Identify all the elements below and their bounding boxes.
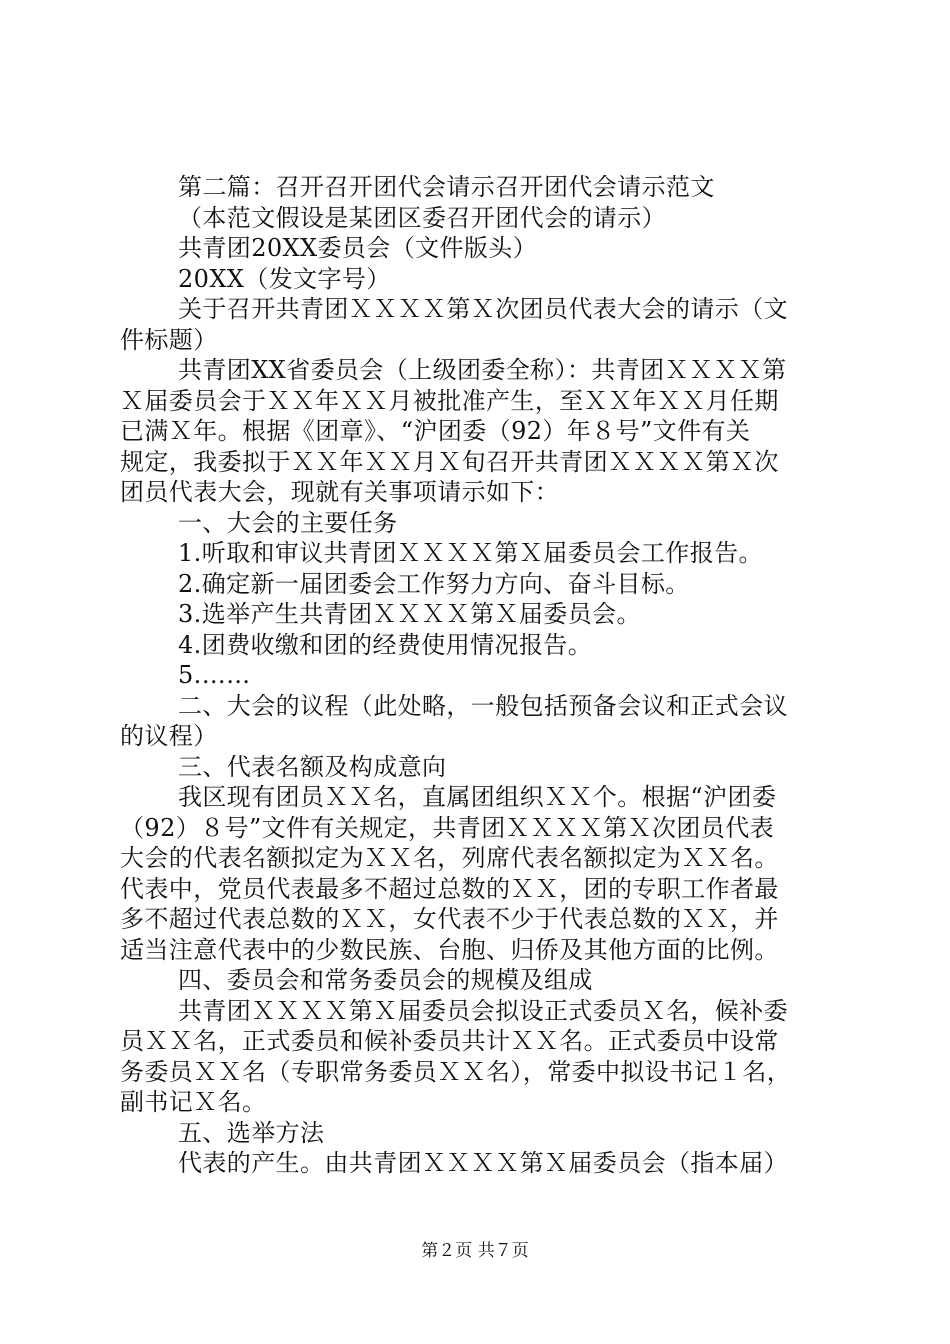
- text-line: 员ＸＸ名，正式委员和候补委员共计ＸＸ名。正式委员中设常: [120, 1027, 779, 1055]
- text-line: 2.确定新一届团委会工作努力方向、奋斗目标。: [178, 569, 690, 598]
- text-line: 务委员ＸＸ名（专职常务委员ＸＸ名），常委中拟设书记１名，: [120, 1057, 792, 1086]
- document-body: [120, 172, 840, 1179]
- text-line: 共青团XX省委员会（上级团委全称）：共青团ＸＸＸＸ第: [178, 356, 787, 384]
- text-line: 多不超过代表总数的ＸＸ，女代表不少于代表总数的ＸＸ，并: [120, 905, 779, 933]
- text-line: 4.团费收缴和团的经费使用情况报告。: [178, 630, 593, 659]
- text-line: 适当注意代表中的少数民族、台胞、归侨及其他方面的比例。: [120, 935, 779, 964]
- text-line: 团员代表大会，现就有关事项请示如下：: [120, 478, 560, 506]
- text-line: 20XX（发文字号）: [178, 264, 391, 293]
- text-line: 第二篇：召开召开团代会请示召开团代会请示范文: [178, 173, 715, 201]
- text-line: 大会的代表名额拟定为ＸＸ名，列席代表名额拟定为ＸＸ名。: [120, 844, 779, 872]
- text-line: 二、大会的议程（此处略，一般包括预备会议和正式会议: [178, 691, 788, 720]
- text-line: 四、委员会和常务委员会的规模及组成: [178, 966, 593, 994]
- text-line: 的议程）: [120, 722, 218, 750]
- text-line: 副书记Ｘ名。: [120, 1088, 267, 1116]
- text-line: （本范文假设是某团区委召开团代会的请示）: [178, 203, 666, 232]
- text-line: 5.……: [178, 661, 251, 689]
- text-line: 已满Ｘ年。根据《团章》、“沪团委（92）年８号”文件有关: [120, 417, 751, 445]
- text-line: Ｘ届委员会于ＸＸ年ＸＸ月被批准产生，至ＸＸ年ＸＸ月任期: [120, 386, 779, 415]
- page-footer: 第２页 共７页: [421, 1241, 529, 1261]
- text-line: 五、选举方法: [178, 1118, 325, 1147]
- text-line: 关于召开共青团ＸＸＸＸ第Ｘ次团员代表大会的请示（文: [178, 295, 788, 323]
- text-line: 规定，我委拟于ＸＸ年ＸＸ月Ｘ旬召开共青团ＸＸＸＸ第Ｘ次: [120, 447, 779, 476]
- text-line: 一、大会的主要任务: [178, 508, 398, 537]
- text-line: （92）８号”文件有关规定，共青团ＸＸＸＸ第Ｘ次团员代表: [120, 813, 775, 842]
- text-line: 代表中，党员代表最多不超过总数的ＸＸ，团的专职工作者最: [120, 874, 779, 903]
- text-line: 我区现有团员ＸＸ名，直属团组织ＸＸ个。根据“沪团委: [178, 783, 777, 811]
- text-line: 件标题）: [120, 325, 218, 354]
- text-line: 3.选举产生共青团ＸＸＸＸ第Ｘ届委员会。: [178, 600, 641, 628]
- text-line: 1.听取和审议共青团ＸＸＸＸ第Ｘ届委员会工作报告。: [178, 539, 763, 567]
- text-line: 代表的产生。由共青团ＸＸＸＸ第Ｘ届委员会（指本届）: [178, 1149, 788, 1177]
- text-line: 共青团ＸＸＸＸ第Ｘ届委员会拟设正式委员Ｘ名，候补委: [178, 996, 788, 1025]
- text-line: 共青团20XX委员会（文件版头）: [178, 234, 538, 262]
- text-line: 三、代表名额及构成意向: [178, 752, 447, 781]
